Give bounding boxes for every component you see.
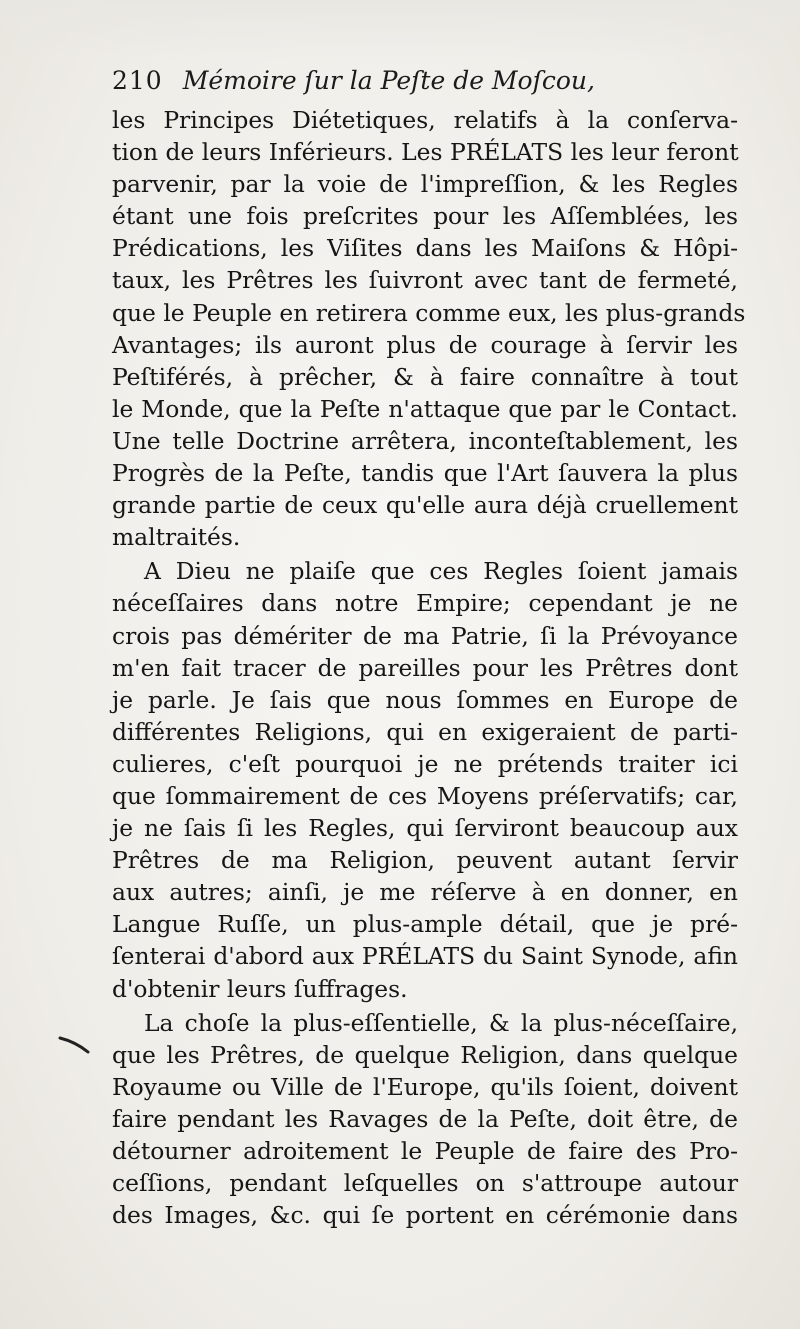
- text-line: A Dieu ne plaiſe que ces Regles ſoient jamais: [144, 557, 738, 586]
- text-line: maltraités.: [112, 523, 241, 552]
- text-line: parvenir, par la voie de l'impreſſion, & les Regles: [112, 170, 738, 199]
- text-line: néceſſaires dans notre Empire; cependant je ne: [112, 589, 738, 618]
- text-line: Prêtres de ma Religion, peuvent autant ſervir: [112, 846, 738, 875]
- margin-pen-mark: [58, 1032, 92, 1056]
- text-line: Langue Ruſſe, un plus-ample détail, que je pré-: [112, 910, 738, 939]
- text-line: aux autres; ainſi, je me réſerve à en donner, en: [112, 878, 738, 907]
- text-line: je parle. Je ſais que nous ſommes en Europe de: [112, 685, 738, 714]
- text-line: des Images, &c. qui ſe portent en cérémonie dans: [112, 1201, 738, 1230]
- text-line: étant une fois preſcrites pour les Aſſemblées, les: [112, 202, 738, 231]
- show-through-shadow: [0, 0, 800, 60]
- page-number: 210: [112, 66, 163, 95]
- text-line: les Principes Diétetiques, relatifs à la conſerva-: [112, 106, 738, 134]
- text-line: que le Peuple en retirera comme eux, les plus-grands: [112, 298, 746, 327]
- text-line: tion de leurs Inférieurs. Les PRÉLATS les leur feront: [112, 138, 739, 167]
- text-line: ſenterai d'abord aux PRÉLATS du Saint Synode, afin: [112, 942, 738, 971]
- text-line: m'en fait tracer de pareilles pour les Prêtres dont: [112, 653, 738, 682]
- text-line: le Monde, que la Peſte n'attaque que par le Contact.: [112, 394, 738, 423]
- text-line: je ne ſais ſi les Regles, qui ſerviront beaucoup aux: [112, 814, 738, 843]
- text-line: crois pas démériter de ma Patrie, ſi la Prévoyance: [112, 621, 738, 650]
- text-line: Prédications, les Viſites dans les Maiſons & Hôpi-: [112, 234, 738, 263]
- text-line: faire pendant les Ravages de la Peſte, doit être, de: [112, 1104, 738, 1133]
- text-line: ceſſions, pendant leſquelles on s'attroupe autour: [112, 1169, 738, 1198]
- text-line: grande partie de ceux qu'elle aura déjà cruellement: [112, 491, 738, 520]
- running-title: Mémoire ſur la Peſte de Moſcou,: [182, 66, 595, 95]
- text-line: taux, les Prêtres les ſuivront avec tant de fermeté,: [112, 266, 738, 295]
- text-line: Avantages; ils auront plus de courage à ſervir les: [112, 330, 738, 359]
- text-line: Royaume ou Ville de l'Europe, qu'ils ſoient, doivent: [112, 1072, 738, 1101]
- text-line: Progrès de la Peſte, tandis que l'Art ſauvera la plus: [112, 459, 738, 488]
- text-line: Peſtiférés, à prêcher, & à faire connaître à tout: [112, 362, 738, 391]
- text-line: différentes Religions, qui en exigeraient de parti-: [112, 717, 738, 746]
- text-line: La choſe la plus-eſſentielle, & la plus-néceſſaire,: [144, 1008, 738, 1037]
- text-line: d'obtenir leurs ſuffrages.: [112, 974, 408, 1003]
- text-line: culieres, c'eſt pourquoi je ne prétends traiter ici: [112, 749, 738, 778]
- text-line: que ſommairement de ces Moyens préſervatifs; car,: [112, 781, 738, 810]
- text-line: Une telle Doctrine arrêtera, inconteſtablement, les: [112, 426, 738, 455]
- text-line: que les Prêtres, de quelque Religion, dans quelque: [112, 1040, 738, 1069]
- text-line: détourner adroitement le Peuple de faire des Pro-: [112, 1137, 738, 1165]
- body-text: [112, 104, 746, 1231]
- running-header: [112, 66, 712, 106]
